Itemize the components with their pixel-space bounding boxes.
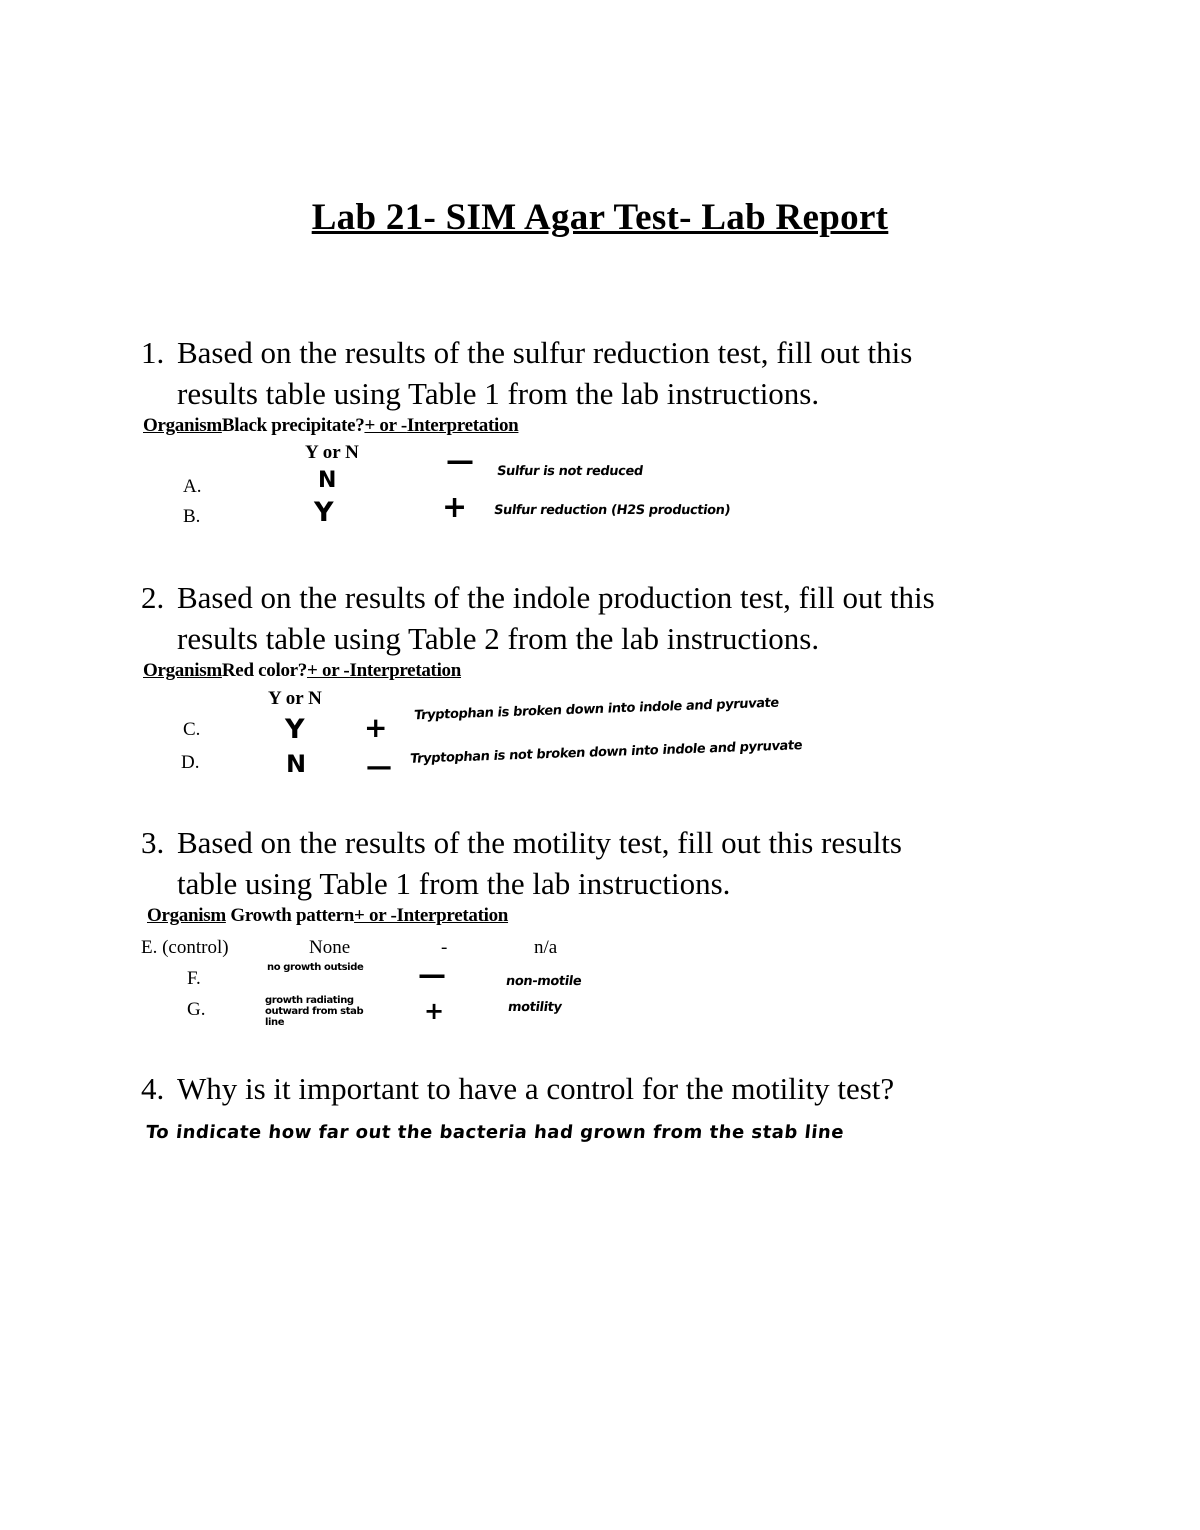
header-sign: + or - [364,415,407,436]
header-observation: Growth pattern [230,905,355,926]
table-2-header [143,660,461,682]
table-3-header [147,905,508,927]
handwritten-sign-d: — [366,752,392,782]
sign-e: - [441,937,448,958]
header-interpretation: Interpretation [406,415,519,436]
row-label-f: F. [187,968,201,989]
header-sign: + or - [354,905,397,926]
row-label-g: G. [187,999,206,1020]
header-interpretation: Interpretation [349,660,462,681]
row-label-e: E. (control) [141,937,229,958]
handwritten-interp-b: Sulfur reduction (H2S production) [492,503,732,518]
handwritten-answer-4: To indicate how far out the bacteria had grown from the stab line [144,1122,846,1143]
handwritten-sign-b: + [442,490,468,525]
interpretation-e: n/a [534,937,558,958]
header-organism: Organism [147,905,226,926]
growth-pattern-e: None [309,937,351,958]
handwritten-obs-b: Y [314,497,334,528]
handwritten-sign-c: + [364,711,388,744]
header-observation: Black precipitate? [221,415,365,436]
handwritten-sign-f: — [418,958,446,991]
header-sign: + or - [307,660,350,681]
handwritten-obs-a: N [318,468,337,493]
question-3-line-2: table using Table 1 from the lab instructions. [177,866,731,901]
question-1-number: 1. [141,335,165,370]
table-2-subheader: Y or N [268,688,322,709]
table-1-subheader: Y or N [305,442,359,463]
question-1-line-1: Based on the results of the sulfur reduction test, fill out this [177,335,913,370]
row-label-a: A. [183,476,202,497]
question-4-number: 4. [141,1071,165,1106]
handwritten-interp-f: non-motile [504,974,583,989]
header-observation: Red color? [221,660,308,681]
handwritten-obs-d: N [286,750,307,778]
page-title: Lab 21- SIM Agar Test- Lab Report [311,197,889,238]
handwritten-interp-g: motility [506,1000,563,1015]
table-1-header [143,415,518,437]
row-label-d: D. [181,752,200,773]
header-organism: Organism [143,415,222,436]
handwritten-sign-a: — [446,444,474,477]
handwritten-obs-c: Y [285,714,305,745]
header-organism: Organism [143,660,222,681]
handwritten-growth-f: no growth outside [267,962,364,973]
handwritten-growth-g: growth radiating outward from stab line [265,995,364,1028]
question-1-line-2: results table using Table 1 from the lab instructions. [177,376,820,411]
question-2-line-1: Based on the results of the indole production test, fill out this [177,580,935,615]
handwritten-interp-d: Tryptophan is not broken down into indole and pyruvate [409,738,803,767]
handwritten-interp-a: Sulfur is not reduced [495,464,644,479]
handwritten-sign-g: + [424,997,445,1025]
header-interpretation: Interpretation [396,905,509,926]
row-label-c: C. [183,719,201,740]
question-2-number: 2. [141,580,165,615]
row-label-b: B. [183,506,201,527]
question-2-line-2: results table using Table 2 from the lab instructions. [177,621,820,656]
question-3-number: 3. [141,825,165,860]
question-3-line-1: Based on the results of the motility test, fill out this results [177,825,902,860]
question-4-line-1: Why is it important to have a control for the motility test? [177,1071,895,1106]
handwritten-interp-c: Tryptophan is broken down into indole and pyruvate [413,695,780,724]
